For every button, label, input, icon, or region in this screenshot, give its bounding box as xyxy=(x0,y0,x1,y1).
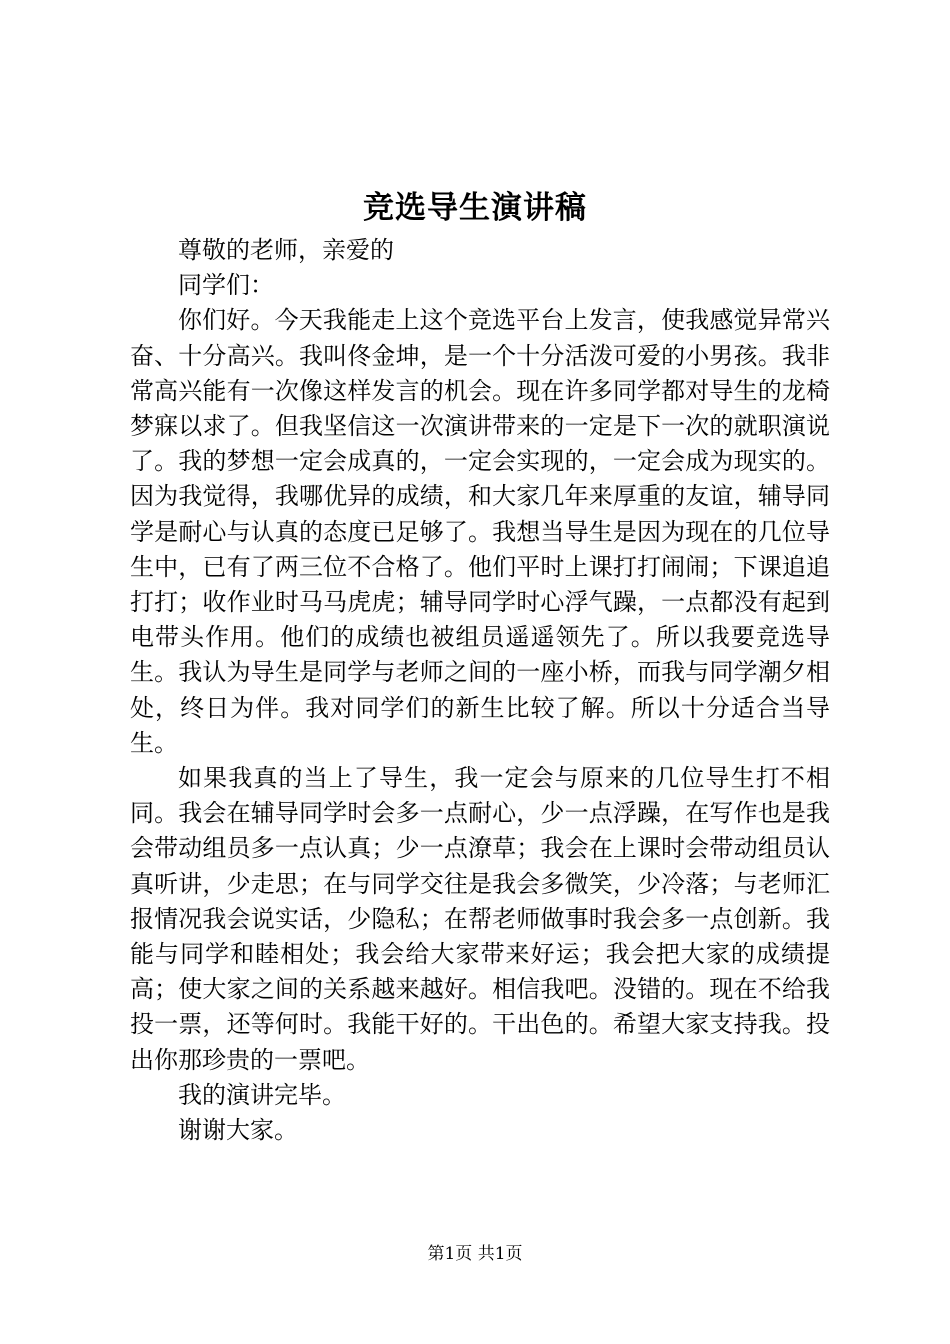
closing-line-1: 我的演讲完毕。 xyxy=(178,1080,346,1109)
page-footer: 第1页 共1页 xyxy=(427,1244,523,1264)
body-paragraph-1: 你们好。今天我能走上这个竞选平台上发言，使我感觉异常兴奋、十分高兴。我叫佟金坤，是一个十分活泼可爱的小男孩。我非常高兴能有一次像这样发言的机会。现在许多同学都对导生的龙椅梦寐以求了。但我坚信这一次演讲带来的一定是下一次的就职演说了。我的梦想一定会成真的，一定会实现的，一定会成为现实的。因为我觉得，我哪优异的成绩，和大家几年来厚重的友谊，辅导同学是耐心与认真的态度已足够了。我想当导生是因为现在的几位导生中，已有了两三位不合格了。他们平时上课打打闹闹；下课追追打打；收作业时马马虎虎；辅导同学时心浮气躁，一点都没有起到电带头作用。他们的成绩也被组员遥遥领先了。所以我要竞选导生。我认为导生是同学与老师之间的一座小桥，而我与同学潮夕相处，终日为伴。我对同学们的新生比较了解。所以十分适合当导生。 xyxy=(130,306,830,757)
closing-line-2: 谢谢大家。 xyxy=(178,1116,298,1145)
document-title: 竞选导生演讲稿 xyxy=(363,190,587,226)
document-body xyxy=(130,233,830,1148)
salutation-line-1: 尊敬的老师，亲爱的 xyxy=(178,236,394,264)
body-paragraph-2: 如果我真的当上了导生，我一定会与原来的几位导生打不相同。我会在辅导同学时会多一点耐心，少一点浮躁，在写作也是我会带动组员多一点认真；少一点潦草；我会在上课时会带动组员认真听讲，少走思；在与同学交往是我会多微笑，少冷落；与老师汇报情况我会说实话，少隐私；在帮老师做事时我会多一点创新。我能与同学和睦相处；我会给大家带来好运；我会把大家的成绩提高；使大家之间的关系越来越好。相信我吧。没错的。现在不给我投一票，还等何时。我能干好的。干出色的。希望大家支持我。投出你那珍贵的一票吧。 xyxy=(130,764,830,1074)
salutation-line-2: 同学们： xyxy=(178,271,274,300)
